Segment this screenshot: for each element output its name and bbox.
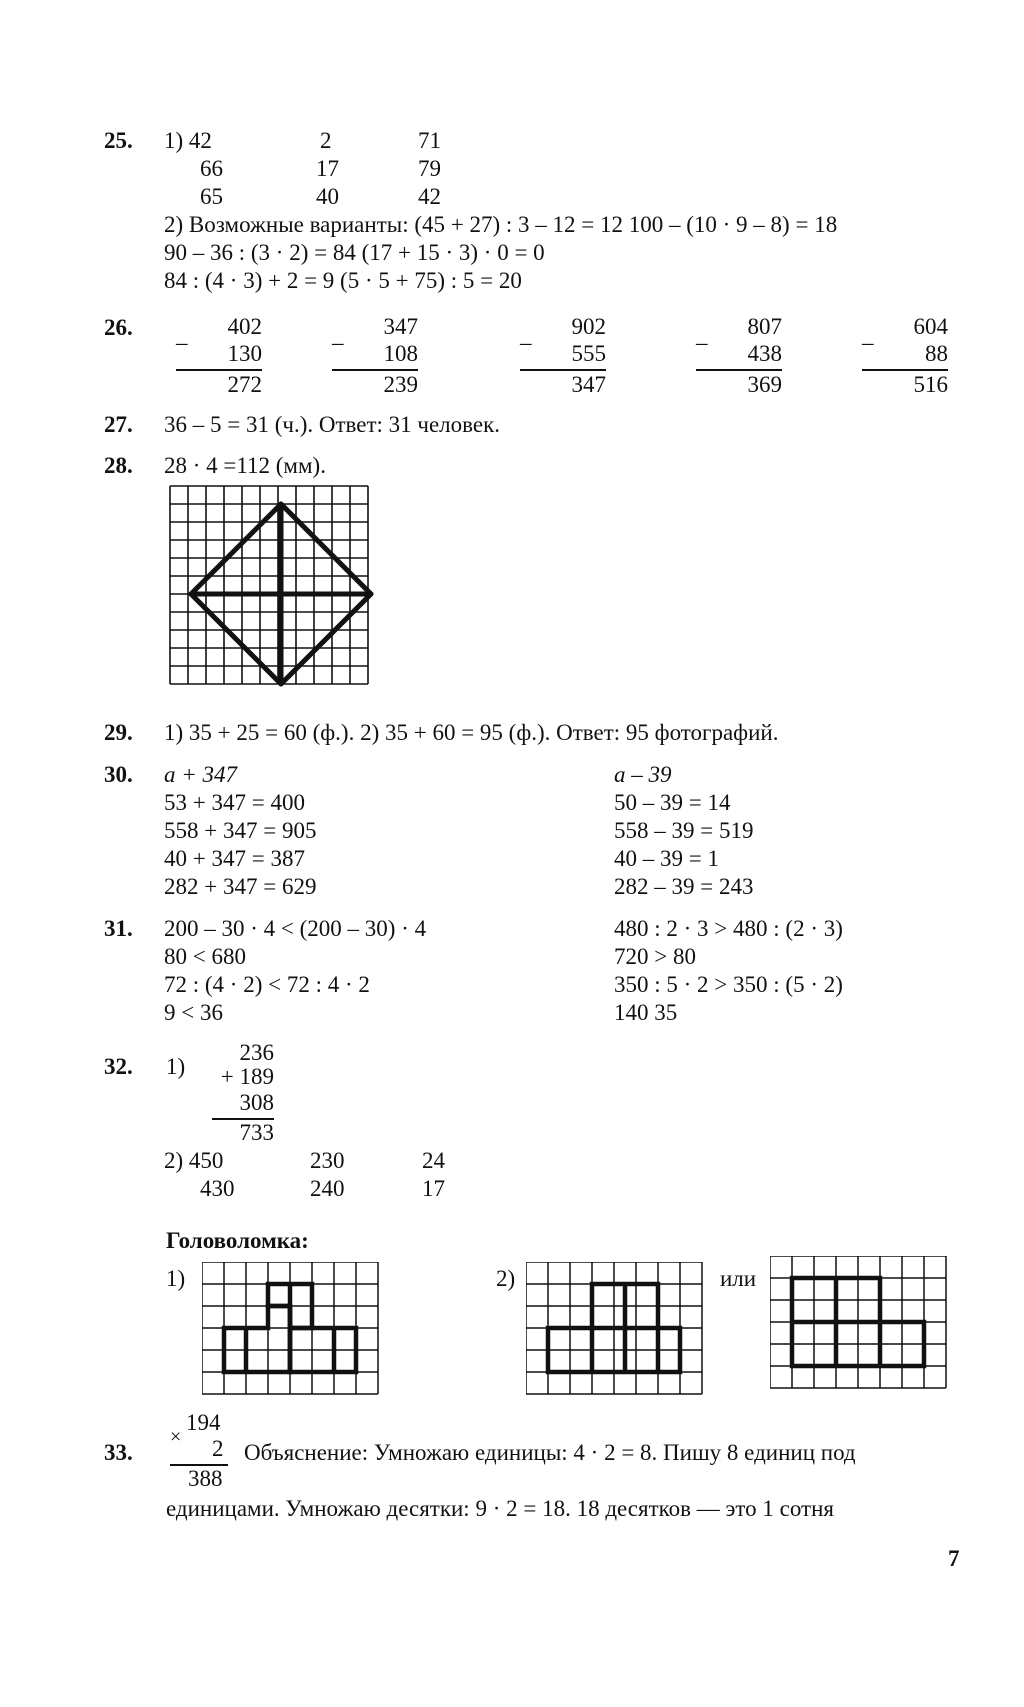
- p26-top: 807: [747, 314, 782, 339]
- p26-rule: [332, 369, 418, 371]
- problem-25-number: 25.: [104, 128, 133, 153]
- p30-right-0: a – 39: [614, 762, 672, 787]
- p33-multiplier: 2: [212, 1436, 224, 1461]
- p32-cell: 430: [200, 1176, 235, 1201]
- problem-28-number: 28.: [104, 453, 133, 478]
- p30-left-1: 53 + 347 = 400: [164, 790, 305, 815]
- puzzle-grid-3: [770, 1256, 960, 1404]
- p32-add-3: 733: [239, 1120, 274, 1145]
- p33-line-2: единицами. Умножаю десятки: 9 · 2 = 18. 18 десятков — это 1 сотня: [166, 1496, 834, 1521]
- p26-bottom: 555: [571, 341, 606, 366]
- problem-25-part1-label: 1) 42: [164, 128, 212, 153]
- p32-cell: 240: [310, 1176, 345, 1201]
- p32-cell: 24: [422, 1148, 445, 1173]
- problem-31-number: 31.: [104, 916, 133, 941]
- problem-30-number: 30.: [104, 762, 133, 787]
- p32-add-2: 308: [239, 1090, 274, 1115]
- problem-33-number: 33.: [104, 1440, 133, 1465]
- problem-26-number: 26.: [104, 315, 133, 340]
- p26-rule: [176, 369, 262, 371]
- p31-right-0: 480 : 2 · 3 > 480 : (2 · 3): [614, 916, 843, 941]
- p26-result: 347: [571, 372, 606, 397]
- p26-result: 239: [383, 372, 418, 397]
- problem-29-number: 29.: [104, 720, 133, 745]
- p25-cell: 71: [418, 128, 441, 153]
- p32-part2-label: 2) 450: [164, 1148, 224, 1173]
- p27-text: 36 – 5 = 31 (ч.). Ответ: 31 человек.: [164, 412, 501, 437]
- p26-bottom: 108: [383, 341, 418, 366]
- p32-add-0: 236: [239, 1040, 274, 1065]
- p31-left-0: 200 – 30 · 4 < (200 – 30) · 4: [164, 916, 427, 941]
- minus-sign: –: [176, 330, 188, 355]
- p26-rule: [696, 369, 782, 371]
- p26-top: 402: [227, 314, 262, 339]
- p26-top: 902: [571, 314, 606, 339]
- p30-right-3: 40 – 39 = 1: [614, 846, 719, 871]
- minus-sign: –: [520, 330, 532, 355]
- p28-text: 28 · 4 =112 (мм).: [164, 453, 326, 478]
- p26-top: 604: [913, 314, 948, 339]
- minus-sign: –: [332, 330, 344, 355]
- problem-27-number: 27.: [104, 412, 133, 437]
- puzzle1-shape-left: [224, 1306, 290, 1372]
- p25-line-3: 90 – 36 : (3 · 2) = 84 (17 + 15 · 3) · 0 = 0: [164, 240, 545, 265]
- p26-result: 516: [913, 372, 948, 397]
- p26-rule: [520, 369, 606, 371]
- p30-right-4: 282 – 39 = 243: [614, 874, 754, 899]
- p32-add-1: + 189: [220, 1064, 274, 1089]
- p26-bottom: 88: [925, 341, 948, 366]
- puzzle-grid-2: [526, 1262, 710, 1406]
- minus-sign: –: [696, 330, 708, 355]
- p32-part1-label: 1): [166, 1054, 186, 1079]
- p31-left-1: 80 < 680: [164, 944, 246, 969]
- p25-cell: 42: [418, 184, 441, 209]
- p25-cell: 79: [418, 156, 441, 181]
- p32-cell: 230: [310, 1148, 345, 1173]
- p25-cell: 17: [316, 156, 339, 181]
- problem-32-number: 32.: [104, 1054, 133, 1079]
- p26-result: 272: [227, 372, 262, 397]
- p25-cell: 40: [316, 184, 339, 209]
- p33-line-1: Объяснение: Умножаю единицы: 4 · 2 = 8. Пишу 8 единиц под: [244, 1440, 856, 1465]
- p30-right-1: 50 – 39 = 14: [614, 790, 731, 815]
- p25-line-4: 84 : (4 · 3) + 2 = 9 (5 · 5 + 75) : 5 = 20: [164, 268, 522, 293]
- p25-cell: 2: [320, 128, 332, 153]
- minus-sign: –: [862, 330, 874, 355]
- p30-left-0: a + 347: [164, 762, 238, 787]
- diamond-grid-figure: [166, 482, 388, 704]
- p33-result: 388: [188, 1466, 223, 1491]
- p26-top: 347: [383, 314, 418, 339]
- p25-cell: 65: [200, 184, 223, 209]
- p33-top-number: 194: [186, 1410, 221, 1435]
- p29-text: 1) 35 + 25 = 60 (ф.). 2) 35 + 60 = 95 (ф.). Ответ: 95 фотографий.: [164, 720, 779, 745]
- p25-line-2: 2) Возможные варианты: (45 + 27) : 3 – 12 = 12 100 – (10 · 9 – 8) = 18: [164, 212, 838, 237]
- p30-right-2: 558 – 39 = 519: [614, 818, 754, 843]
- page-number: 7: [948, 1546, 960, 1571]
- or-label: или: [720, 1266, 757, 1291]
- p26-bottom: 130: [227, 341, 262, 366]
- p31-left-3: 9 < 36: [164, 1000, 223, 1025]
- p26-rule: [862, 369, 948, 371]
- p26-result: 369: [747, 372, 782, 397]
- puzzle-part1-label: 1): [166, 1266, 186, 1291]
- p31-right-2: 350 : 5 · 2 > 350 : (5 · 2): [614, 972, 843, 997]
- puzzle-title: Головоломка:: [166, 1228, 309, 1253]
- p32-cell: 17: [422, 1176, 445, 1201]
- p26-bottom: 438: [747, 341, 782, 366]
- p31-left-2: 72 : (4 · 2) < 72 : 4 · 2: [164, 972, 370, 997]
- p31-right-1: 720 > 80: [614, 944, 696, 969]
- p31-right-3: 140 35: [614, 1000, 678, 1025]
- p30-left-2: 558 + 347 = 905: [164, 818, 317, 843]
- puzzle-part2-label: 2): [496, 1266, 516, 1291]
- p30-left-4: 282 + 347 = 629: [164, 874, 317, 899]
- puzzle-grid-1: [202, 1262, 386, 1406]
- p30-left-3: 40 + 347 = 387: [164, 846, 305, 871]
- p25-cell: 66: [200, 156, 223, 181]
- times-sign: ×: [170, 1426, 182, 1448]
